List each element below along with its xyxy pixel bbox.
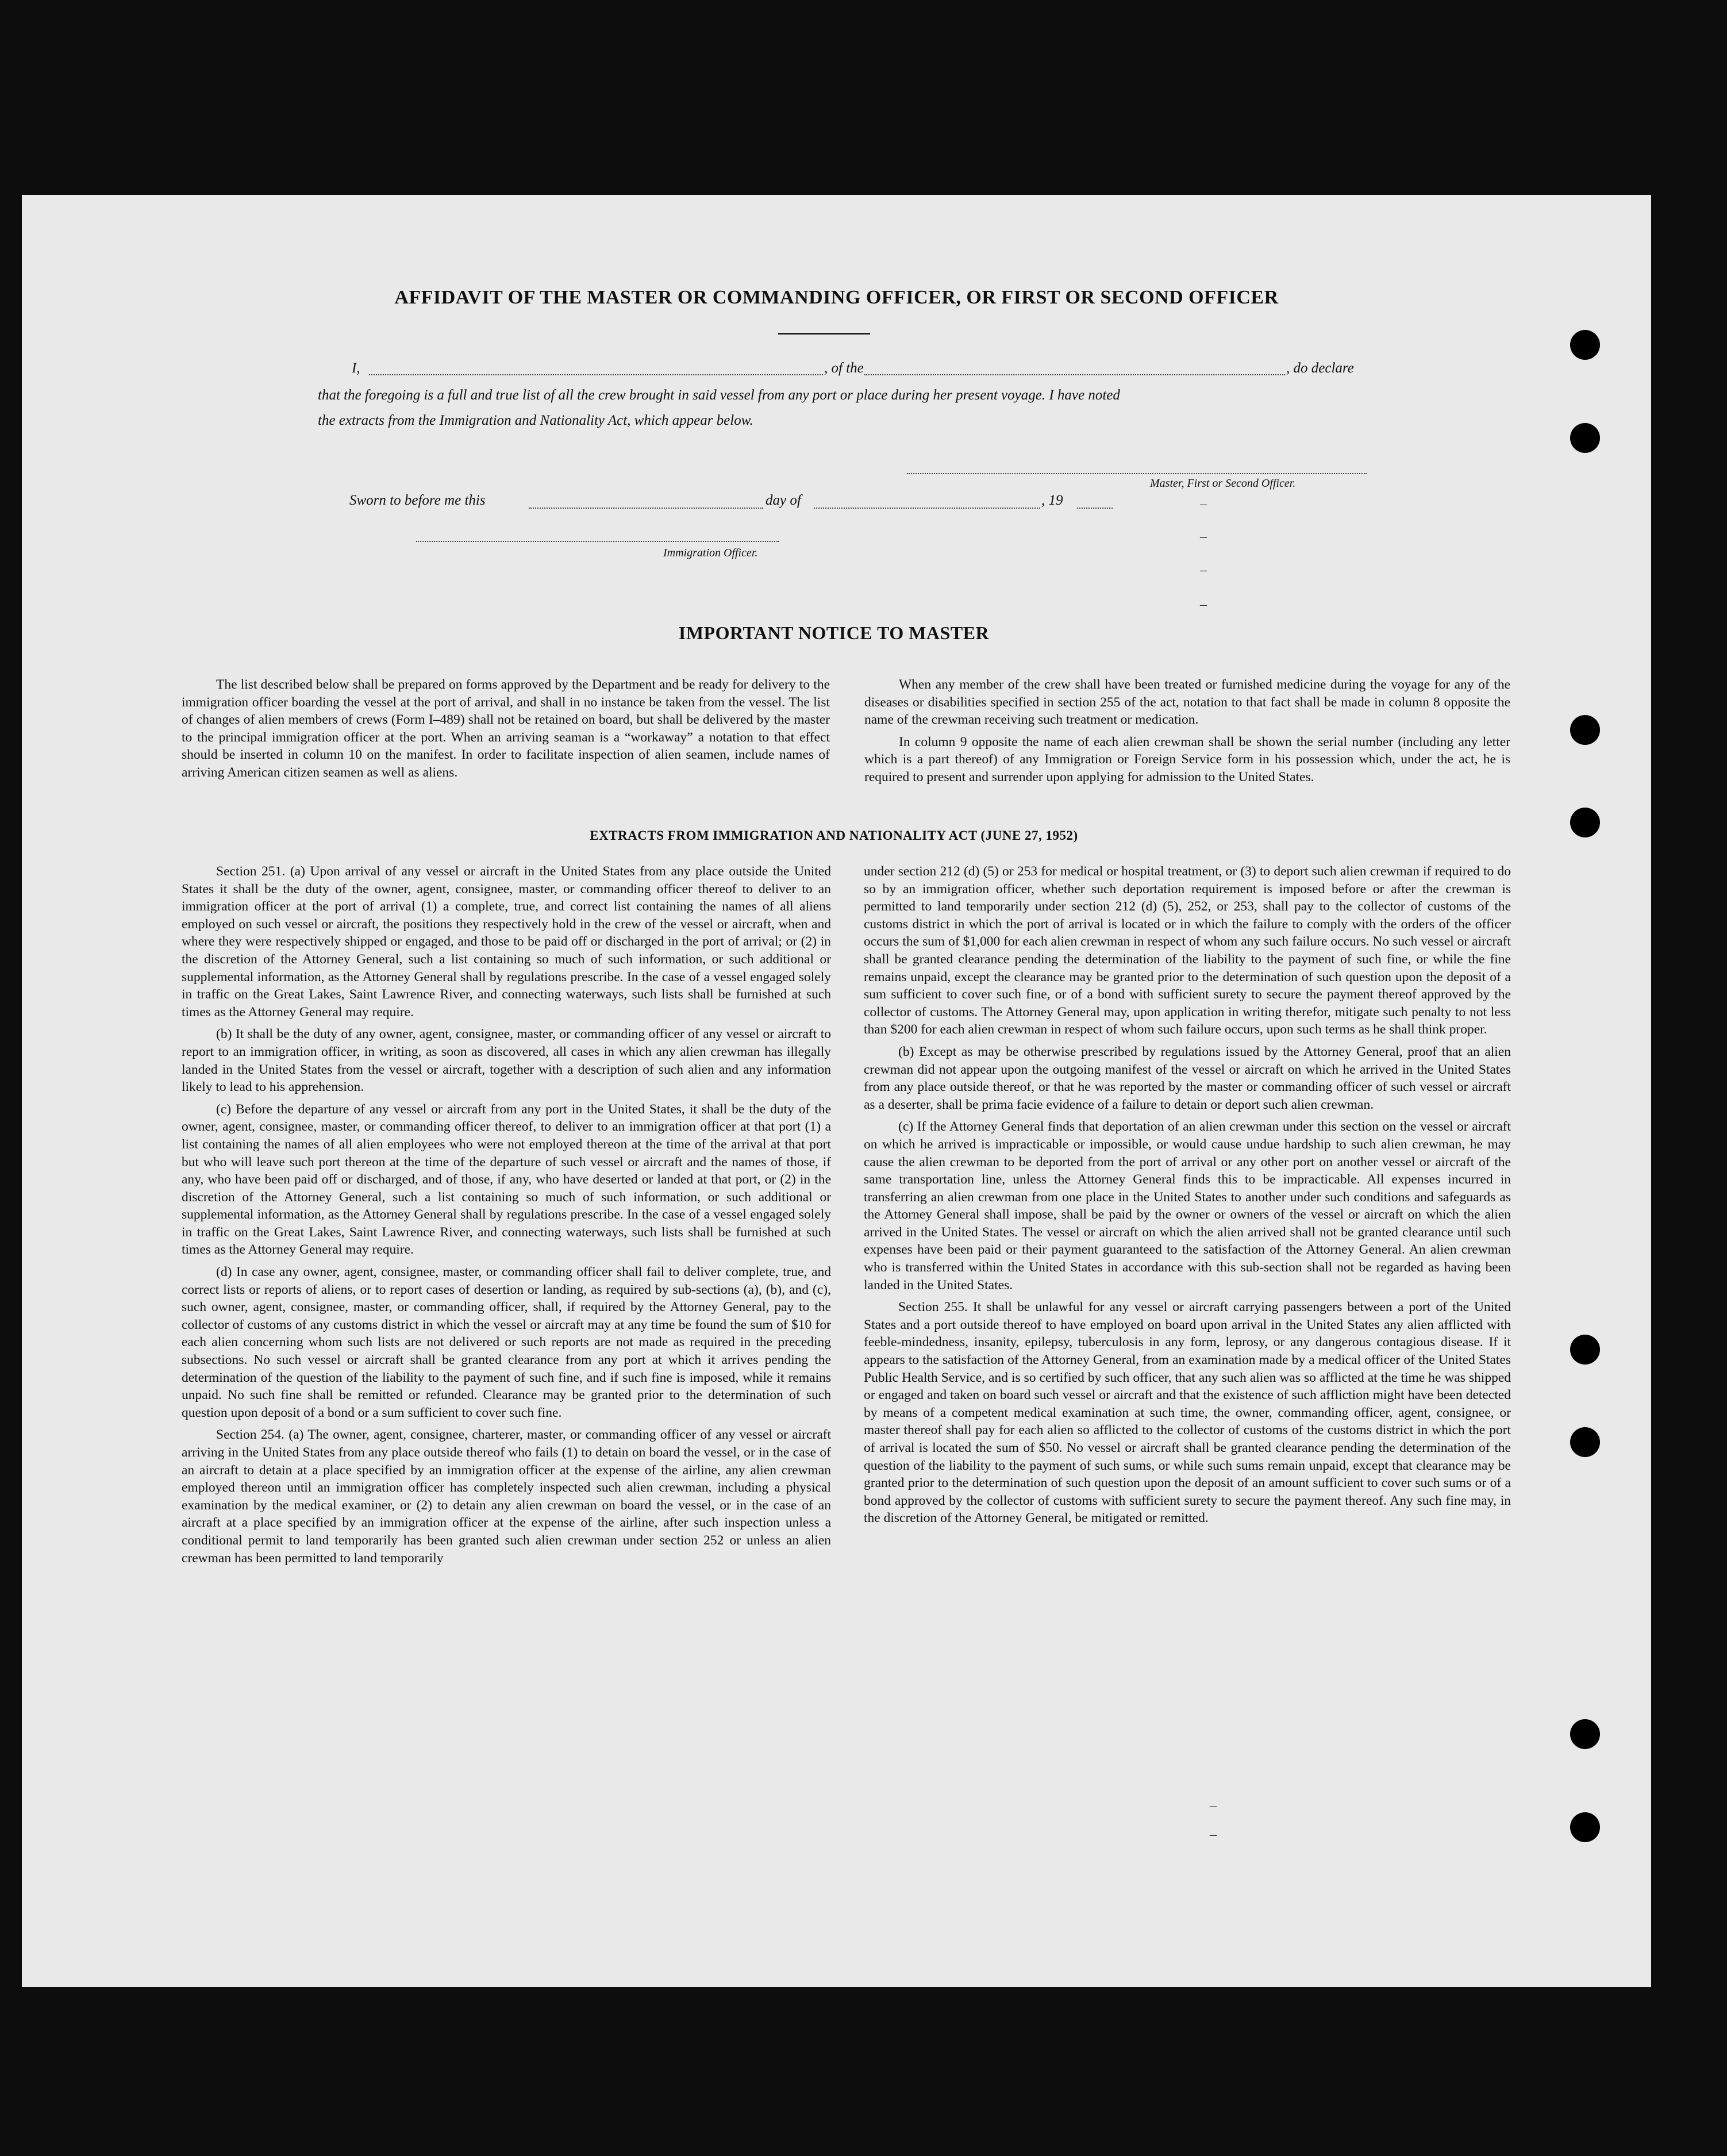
extracts-left-column bbox=[182, 863, 831, 1571]
sworn-label: Sworn to before me this bbox=[349, 493, 486, 508]
notice-right-paragraph-2: In column 9 opposite the name of each alien crewman shall be shown the serial number (including any letter which is a part thereof) of any Immigration or Foreign Service form in his possession which, under the act, he is required to present and surrender upon applying for admission to the United States. bbox=[864, 734, 1510, 785]
do-declare-label: , do declare bbox=[1286, 360, 1354, 376]
vessel-field[interactable] bbox=[864, 374, 1285, 375]
immigration-officer-label: Immigration Officer. bbox=[663, 547, 758, 559]
notice-left-paragraph: The list described below shall be prepared on forms approved by the Department and be ready for delivery to the immigration officer boarding the vessel at the port of arrival, and shall in no instance be taken from the vessel. The list of changes of alien members of crews (Form I–489) shall not be retained on board, but shall be delivered by the master to the principal immigration officer at the port. When an arriving seaman is a “workaway” a notation to that effect should be inserted in column 10 on the manifest. In order to facilitate inspection of alien seamen, include names of arriving American citizen seamen as well as aliens. bbox=[182, 677, 830, 780]
document-page bbox=[22, 195, 1651, 1987]
punch-hole bbox=[1570, 423, 1600, 453]
margin-dash: – bbox=[1210, 1827, 1217, 1842]
year-label: , 19 bbox=[1041, 493, 1063, 508]
punch-hole bbox=[1570, 1427, 1600, 1457]
name-field[interactable] bbox=[369, 374, 823, 375]
declaration-line-2: the extracts from the Immigration and Nationality Act, which appear below. bbox=[318, 413, 753, 428]
affidavit-title: AFFIDAVIT OF THE MASTER OR COMMANDING OFFICER, OR FIRST OR SECOND OFFICER bbox=[394, 287, 1279, 308]
i-label: I, bbox=[352, 360, 360, 376]
section-254-a-continued: under section 212 (d) (5) or 253 for medical or hospital treatment, or (3) to deport such alien crewman if required to do so by an immigration officer, whether such deportation requirement is imposed before or after the crewman is permitted to land temporarily under section 212 (d) (5), 252, or 253, shall pay to the collector of customs of the customs district in which the port of arrival is located or in which the failure to comply with the orders of the officer occurs the sum of $1,000 for each alien crewman in respect of whom any such failure occurs. No such vessel or aircraft shall be granted clearance pending the determination of the liability to the payment of such fine, or while the fine remains unpaid, except the clearance may be granted prior to the determination of such question upon the deposit of a sum sufficient to cover such fine, or of a bond with sufficient surety to secure the payment thereof approved by the collector of customs. The Attorney General may, upon application in writing therefor, mitigate such penalty to not less than $200 for each alien crewman in respect of whom such failure occurs, upon such terms as he shall think proper. bbox=[864, 864, 1511, 1037]
immigration-officer-signature-line[interactable] bbox=[416, 541, 779, 542]
notice-right-paragraph-1: When any member of the crew shall have been treated or furnished medicine during the voyage for any of the diseases or disabilities specified in section 255 of the act, notation to that fact shall be made in column 8 opposite the name of the crewman receiving such treatment or medication. bbox=[864, 677, 1510, 728]
day-of-label: day of bbox=[766, 493, 801, 508]
margin-dash: – bbox=[1210, 1798, 1217, 1813]
punch-hole bbox=[1570, 715, 1600, 745]
sworn-year-field[interactable] bbox=[1077, 508, 1113, 509]
section-254-a: Section 254. (a) The owner, agent, consignee, charterer, master, or commanding officer of any vessel or aircraft arriving in the United States from any place outside thereof who fails (1) to detain on board the vessel, or in the case of an aircraft to detain at a place specified by an immigration officer at the expense of the airline, any alien crewman employed thereon until an immigration officer has completely inspected such alien crewman, including a physical examination by the medical examiner, or (2) to detain any alien crewman on board the vessel, or in the case of an aircraft at a place specified by an immigration officer at the expense of the airline, after such inspection unless a conditional permit to land temporarily has been granted such alien crewman under section 252 or unless an alien crewman has been permitted to land temporarily bbox=[182, 1427, 831, 1566]
punch-hole bbox=[1570, 1335, 1600, 1365]
sworn-day-field[interactable] bbox=[529, 508, 763, 509]
margin-dash: – bbox=[1200, 563, 1207, 578]
master-signature-label: Master, First or Second Officer. bbox=[1150, 477, 1296, 490]
section-255: Section 255. It shall be unlawful for any vessel or aircraft carrying passengers between a port of the United States and a port outside thereof to have employed on board upon arrival in the United States any alien afflicted with feeble-mindedness, insanity, epilepsy, tuberculosis in any form, leprosy, or any dangerous contagious disease. If it appears to the satisfaction of the Attorney General, from an examination made by a medical officer of the United States Public Health Service, and is so certified by such officer, that any such alien was so afflicted at the time he was shipped or engaged and taken on board such vessel or aircraft and that the existence of such affliction might have been detected by means of a competent medical examination at such time, the owner, commanding officer, agent, consignee, or master thereof shall pay for each alien so afflicted to the collector of customs of the customs district in which the port of arrival is located the sum of $50. No vessel or aircraft shall be granted clearance pending the determination of the question of the liability to the payment of such sums, or while such sums remain unpaid, except that clearance may be granted prior to the determination of such question upon the deposit of an amount sufficient to cover such sums or of a bond approved by the collector of customs with sufficient surety to secure the payment thereof. Any such fine may, in the discretion of the Attorney General, be mitigated or remitted. bbox=[864, 1300, 1511, 1526]
margin-dash: – bbox=[1200, 529, 1207, 544]
of-the-label: , of the bbox=[824, 360, 864, 376]
declaration-line-1: that the foregoing is a full and true list of all the crew brought in said vessel from any port or place during her present voyage. I have noted bbox=[318, 387, 1120, 403]
punch-hole bbox=[1570, 1719, 1600, 1749]
sworn-month-field[interactable] bbox=[814, 508, 1040, 509]
section-254-c: (c) If the Attorney General finds that deportation of an alien crewman under this section on the vessel or aircraft on which he arrived is impracticable or impossible, or would cause undue hardship to such alien crewman, he may cause the alien crewman to be deported from the port of arrival or any other port on another vessel or aircraft of the same transportation line, unless the Attorney General finds this to be impracticable. All expenses incurred in transferring an alien crewman from one place in the United States to another under such conditions and safeguards as the Attorney General shall impose, shall be paid by the owner or owners of the vessel or aircraft on which the alien arrived in the United States. The vessel or aircraft on which the alien arrived shall not be granted clearance until such expenses have been paid or their payment guaranteed to the satisfaction of the Attorney General. An alien crewman who is transferred within the United States in accordance with this sub-section shall not be regarded as having been landed in the United States. bbox=[864, 1119, 1511, 1293]
margin-dash: – bbox=[1200, 597, 1207, 612]
section-251-c: (c) Before the departure of any vessel or aircraft from any port in the United States, it shall be the duty of the owner, agent, consignee, master, or commanding officer thereof, to deliver to an immigration officer at that port (1) a list containing the names of all alien employees who were not employed thereon at the time of the arrival at that port but who will leave such port thereon at the time of the departure of such vessel or aircraft and the names of those, if any, who have been paid off or discharged, and of those, if any, who have deserted or landed at that port, or (2) in the discretion of the Attorney General, such a list containing so much of such information, or such additional or supplemental information, as the Attorney General shall by regulations prescribe. In the case of a vessel engaged solely in traffic on the Great Lakes, Saint Lawrence River, and connecting waterways, such lists shall be furnished at such times as the Attorney General may require. bbox=[182, 1101, 831, 1258]
title-underline bbox=[778, 333, 870, 335]
section-251-a: Section 251. (a) Upon arrival of any vessel or aircraft in the United States from any place outside the United States it shall be the duty of the owner, agent, consignee, master, or commanding officer thereof to deliver to an immigration officer at the port of arrival (1) a complete, true, and correct list containing the names of all aliens employed on such vessel or aircraft, the positions they respectively hold in the crew of the vessel or aircraft, when and where they were respectively shipped or engaged, and those to be paid off or discharged in the port of arrival; or (2) in the discretion of the Attorney General, such a list containing so much of such information, or such additional or supplemental information, as the Attorney General shall by regulations prescribe. In the case of a vessel engaged solely in traffic on the Great Lakes, Saint Lawrence River, and connecting waterways, such lists shall be furnished at such times as the Attorney General may require. bbox=[182, 864, 831, 1020]
punch-hole bbox=[1570, 1812, 1600, 1842]
punch-hole bbox=[1570, 330, 1600, 360]
master-signature-line[interactable] bbox=[907, 473, 1367, 474]
extracts-title: EXTRACTS FROM IMMIGRATION AND NATIONALITY ACT (JUNE 27, 1952) bbox=[590, 828, 1078, 843]
section-254-b: (b) Except as may be otherwise prescribed by regulations issued by the Attorney General, proof that an alien crewman did not appear upon the outgoing manifest of the vessel or aircraft on which he arrived in the United States from any place outside thereof, or that he was reported by the master or commanding officer of such vessel or aircraft as a deserter, shall be prima facie evidence of a failure to detain or deport such alien crewman. bbox=[864, 1044, 1511, 1112]
notice-left-column bbox=[182, 676, 830, 786]
notice-right-column bbox=[864, 676, 1510, 791]
notice-title: IMPORTANT NOTICE TO MASTER bbox=[678, 622, 990, 643]
extracts-right-column bbox=[864, 863, 1511, 1532]
margin-dash: – bbox=[1200, 497, 1207, 512]
section-251-d: (d) In case any owner, agent, consignee, master, or commanding officer shall fail to deliver complete, true, and correct lists or reports of aliens, or to report cases of desertion or landing, as required by sub-sections (a), (b), and (c), such owner, agent, consignee, master, or commanding officer, shall, if required by the Attorney General, pay to the collector of customs of any customs district in which the vessel or aircraft may at any time be found the sum of $10 for each alien concerning whom such lists are not delivered or such reports are not made as required in the preceding subsections. No such vessel or aircraft shall be granted clearance from any port at which it arrives pending the determination of the question of the liability to the payment of such fine, and if such fine is imposed, while it remains unpaid. No such fine shall be remitted or refunded. Clearance may be granted prior to the determination of such question upon deposit of a bond or a sum sufficient to cover such fine. bbox=[182, 1265, 831, 1420]
section-251-b: (b) It shall be the duty of any owner, agent, consignee, master, or commanding officer of any vessel or aircraft to report to an immigration officer, in writing, as soon as discovered, all cases in which any alien crewman has illegally landed in the United States from the vessel or aircraft, together with a description of such alien and any information likely to lead to his apprehension. bbox=[182, 1027, 831, 1095]
